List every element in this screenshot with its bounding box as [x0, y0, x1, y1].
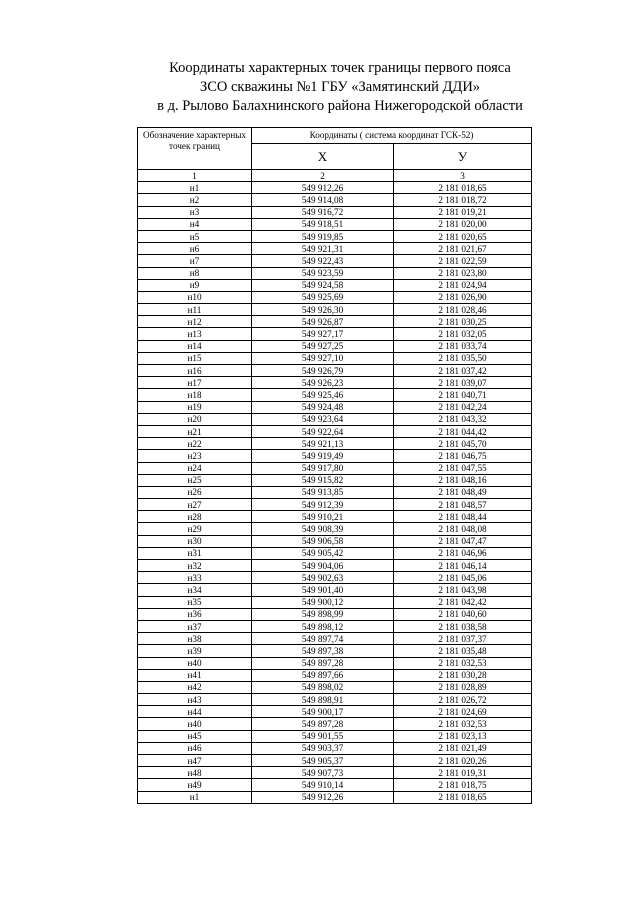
- y-coordinate-cell: 2 181 038,58: [394, 620, 532, 632]
- x-coordinate-cell: 549 926,87: [252, 316, 394, 328]
- y-coordinate-cell: 2 181 020,26: [394, 755, 532, 767]
- y-coordinate-cell: 2 181 024,69: [394, 706, 532, 718]
- table-row: [138, 194, 532, 206]
- table-row: [138, 730, 532, 742]
- point-name-cell: н47: [138, 755, 252, 767]
- x-coordinate-cell: 549 902,63: [252, 572, 394, 584]
- point-name-cell: н21: [138, 425, 252, 437]
- x-coordinate-cell: 549 914,08: [252, 194, 394, 206]
- x-coordinate-cell: 549 900,17: [252, 706, 394, 718]
- table-row: [138, 742, 532, 754]
- point-name-cell: н37: [138, 620, 252, 632]
- point-name-cell: н3: [138, 206, 252, 218]
- point-name-cell: н1: [138, 791, 252, 803]
- y-coordinate-cell: 2 181 030,28: [394, 669, 532, 681]
- x-coordinate-cell: 549 912,39: [252, 499, 394, 511]
- table-row: [138, 425, 532, 437]
- y-coordinate-cell: 2 181 023,80: [394, 267, 532, 279]
- y-coordinate-cell: 2 181 030,25: [394, 316, 532, 328]
- point-name-cell: н19: [138, 401, 252, 413]
- table-row: [138, 608, 532, 620]
- table-row: [138, 523, 532, 535]
- point-name-cell: н4: [138, 218, 252, 230]
- point-name-cell: н5: [138, 230, 252, 242]
- x-coordinate-cell: 549 917,80: [252, 462, 394, 474]
- point-name-cell: н46: [138, 742, 252, 754]
- y-coordinate-cell: 2 181 032,05: [394, 328, 532, 340]
- table-row: [138, 377, 532, 389]
- table-row: [138, 669, 532, 681]
- table-row: [138, 279, 532, 291]
- x-coordinate-cell: 549 926,30: [252, 304, 394, 316]
- column-number-1: 1: [138, 170, 252, 182]
- y-coordinate-cell: 2 181 037,42: [394, 365, 532, 377]
- table-row: [138, 328, 532, 340]
- table-row: [138, 218, 532, 230]
- table-row: [138, 486, 532, 498]
- point-name-cell: н35: [138, 596, 252, 608]
- point-name-cell: н18: [138, 389, 252, 401]
- point-name-cell: н14: [138, 340, 252, 352]
- table-row: [138, 267, 532, 279]
- table-row: [138, 230, 532, 242]
- title-line-3: в д. Рылово Балахнинского района Нижегородской области: [157, 98, 523, 114]
- table-row: [138, 547, 532, 559]
- header-point-name: Обозначение характерных точек границ: [138, 128, 252, 170]
- header-x: X: [252, 144, 394, 170]
- table-row: [138, 438, 532, 450]
- coordinates-table: [137, 127, 532, 804]
- y-coordinate-cell: 2 181 039,07: [394, 377, 532, 389]
- table-row: [138, 767, 532, 779]
- table-row: [138, 389, 532, 401]
- column-number-3: 3: [394, 170, 532, 182]
- y-coordinate-cell: 2 181 019,21: [394, 206, 532, 218]
- point-name-cell: н25: [138, 474, 252, 486]
- x-coordinate-cell: 549 919,85: [252, 230, 394, 242]
- table-row: [138, 791, 532, 803]
- point-name-cell: н34: [138, 584, 252, 596]
- point-name-cell: н1: [138, 182, 252, 194]
- table-row: [138, 596, 532, 608]
- table-row: [138, 657, 532, 669]
- table-row: [138, 316, 532, 328]
- x-coordinate-cell: 549 926,23: [252, 377, 394, 389]
- x-coordinate-cell: 549 915,82: [252, 474, 394, 486]
- title-line-2: ЗСО скважины №1 ГБУ «Замятинский ДДИ»: [199, 79, 481, 95]
- point-name-cell: н49: [138, 779, 252, 791]
- y-coordinate-cell: 2 181 048,16: [394, 474, 532, 486]
- y-coordinate-cell: 2 181 021,49: [394, 742, 532, 754]
- table-row: [138, 560, 532, 572]
- y-coordinate-cell: 2 181 042,24: [394, 401, 532, 413]
- header-y: У: [394, 144, 532, 170]
- point-name-cell: н38: [138, 633, 252, 645]
- y-coordinate-cell: 2 181 020,65: [394, 230, 532, 242]
- x-coordinate-cell: 549 906,58: [252, 535, 394, 547]
- y-coordinate-cell: 2 181 047,55: [394, 462, 532, 474]
- table-row: [138, 365, 532, 377]
- point-name-cell: н39: [138, 645, 252, 657]
- point-name-cell: н45: [138, 730, 252, 742]
- y-coordinate-cell: 2 181 040,60: [394, 608, 532, 620]
- y-coordinate-cell: 2 181 018,72: [394, 194, 532, 206]
- x-coordinate-cell: 549 921,13: [252, 438, 394, 450]
- y-coordinate-cell: 2 181 046,14: [394, 560, 532, 572]
- point-name-cell: н8: [138, 267, 252, 279]
- table-row: [138, 401, 532, 413]
- table-row: [138, 352, 532, 364]
- y-coordinate-cell: 2 181 032,53: [394, 718, 532, 730]
- table-row: [138, 584, 532, 596]
- x-coordinate-cell: 549 901,40: [252, 584, 394, 596]
- point-name-cell: н26: [138, 486, 252, 498]
- point-name-cell: н15: [138, 352, 252, 364]
- point-name-cell: н11: [138, 304, 252, 316]
- point-name-cell: н32: [138, 560, 252, 572]
- table-body: [138, 182, 532, 804]
- x-coordinate-cell: 549 897,74: [252, 633, 394, 645]
- y-coordinate-cell: 2 181 026,90: [394, 291, 532, 303]
- point-name-cell: н12: [138, 316, 252, 328]
- x-coordinate-cell: 549 905,42: [252, 547, 394, 559]
- y-coordinate-cell: 2 181 026,72: [394, 694, 532, 706]
- point-name-cell: н30: [138, 535, 252, 547]
- x-coordinate-cell: 549 924,48: [252, 401, 394, 413]
- table-row: [138, 340, 532, 352]
- point-name-cell: н2: [138, 194, 252, 206]
- point-name-cell: н24: [138, 462, 252, 474]
- x-coordinate-cell: 549 921,31: [252, 243, 394, 255]
- y-coordinate-cell: 2 181 020,00: [394, 218, 532, 230]
- y-coordinate-cell: 2 181 048,49: [394, 486, 532, 498]
- x-coordinate-cell: 549 923,59: [252, 267, 394, 279]
- title-line-1: Координаты характерных точек границы первого пояса: [169, 60, 511, 76]
- y-coordinate-cell: 2 181 043,32: [394, 413, 532, 425]
- y-coordinate-cell: 2 181 019,31: [394, 767, 532, 779]
- point-name-cell: н9: [138, 279, 252, 291]
- x-coordinate-cell: 549 912,26: [252, 182, 394, 194]
- x-coordinate-cell: 549 922,43: [252, 255, 394, 267]
- y-coordinate-cell: 2 181 046,75: [394, 450, 532, 462]
- x-coordinate-cell: 549 927,17: [252, 328, 394, 340]
- point-name-cell: н6: [138, 243, 252, 255]
- x-coordinate-cell: 549 898,02: [252, 681, 394, 693]
- table-row: [138, 243, 532, 255]
- y-coordinate-cell: 2 181 028,46: [394, 304, 532, 316]
- x-coordinate-cell: 549 897,66: [252, 669, 394, 681]
- point-name-cell: н27: [138, 499, 252, 511]
- y-coordinate-cell: 2 181 044,42: [394, 425, 532, 437]
- point-name-cell: н31: [138, 547, 252, 559]
- x-coordinate-cell: 549 907,73: [252, 767, 394, 779]
- x-coordinate-cell: 549 913,85: [252, 486, 394, 498]
- x-coordinate-cell: 549 901,55: [252, 730, 394, 742]
- point-name-cell: н36: [138, 608, 252, 620]
- x-coordinate-cell: 549 898,91: [252, 694, 394, 706]
- x-coordinate-cell: 549 923,64: [252, 413, 394, 425]
- point-name-cell: н28: [138, 511, 252, 523]
- x-coordinate-cell: 549 900,12: [252, 596, 394, 608]
- x-coordinate-cell: 549 925,69: [252, 291, 394, 303]
- column-number-2: 2: [252, 170, 394, 182]
- table-row: [138, 718, 532, 730]
- table-row: [138, 206, 532, 218]
- y-coordinate-cell: 2 181 022,59: [394, 255, 532, 267]
- x-coordinate-cell: 549 898,99: [252, 608, 394, 620]
- point-name-cell: н16: [138, 365, 252, 377]
- x-coordinate-cell: 549 927,25: [252, 340, 394, 352]
- point-name-cell: н40: [138, 718, 252, 730]
- table-row: [138, 462, 532, 474]
- table-row: [138, 633, 532, 645]
- x-coordinate-cell: 549 905,37: [252, 755, 394, 767]
- table-row: [138, 779, 532, 791]
- y-coordinate-cell: 2 181 032,53: [394, 657, 532, 669]
- y-coordinate-cell: 2 181 023,13: [394, 730, 532, 742]
- y-coordinate-cell: 2 181 048,08: [394, 523, 532, 535]
- y-coordinate-cell: 2 181 043,98: [394, 584, 532, 596]
- table-row: [138, 182, 532, 194]
- point-name-cell: н41: [138, 669, 252, 681]
- y-coordinate-cell: 2 181 018,65: [394, 182, 532, 194]
- x-coordinate-cell: 549 912,26: [252, 791, 394, 803]
- table-row: [138, 291, 532, 303]
- point-name-cell: н13: [138, 328, 252, 340]
- point-name-cell: н17: [138, 377, 252, 389]
- x-coordinate-cell: 549 910,14: [252, 779, 394, 791]
- x-coordinate-cell: 549 925,46: [252, 389, 394, 401]
- point-name-cell: н7: [138, 255, 252, 267]
- point-name-cell: н42: [138, 681, 252, 693]
- table-row: [138, 645, 532, 657]
- x-coordinate-cell: 549 898,12: [252, 620, 394, 632]
- table-row: [138, 450, 532, 462]
- y-coordinate-cell: 2 181 047,47: [394, 535, 532, 547]
- table-row: [138, 511, 532, 523]
- table-row: [138, 755, 532, 767]
- table-row: [138, 572, 532, 584]
- point-name-cell: н40: [138, 657, 252, 669]
- y-coordinate-cell: 2 181 035,50: [394, 352, 532, 364]
- point-name-cell: н29: [138, 523, 252, 535]
- x-coordinate-cell: 549 927,10: [252, 352, 394, 364]
- y-coordinate-cell: 2 181 018,75: [394, 779, 532, 791]
- x-coordinate-cell: 549 897,38: [252, 645, 394, 657]
- y-coordinate-cell: 2 181 028,89: [394, 681, 532, 693]
- point-name-cell: н10: [138, 291, 252, 303]
- x-coordinate-cell: 549 916,72: [252, 206, 394, 218]
- x-coordinate-cell: 549 903,37: [252, 742, 394, 754]
- point-name-cell: н23: [138, 450, 252, 462]
- y-coordinate-cell: 2 181 037,37: [394, 633, 532, 645]
- x-coordinate-cell: 549 922,64: [252, 425, 394, 437]
- y-coordinate-cell: 2 181 048,44: [394, 511, 532, 523]
- point-name-cell: н33: [138, 572, 252, 584]
- point-name-cell: н44: [138, 706, 252, 718]
- x-coordinate-cell: 549 897,28: [252, 718, 394, 730]
- y-coordinate-cell: 2 181 024,94: [394, 279, 532, 291]
- x-coordinate-cell: 549 926,79: [252, 365, 394, 377]
- y-coordinate-cell: 2 181 040,71: [394, 389, 532, 401]
- table-row: [138, 535, 532, 547]
- point-name-cell: н20: [138, 413, 252, 425]
- point-name-cell: н48: [138, 767, 252, 779]
- table-row: [138, 304, 532, 316]
- x-coordinate-cell: 549 897,28: [252, 657, 394, 669]
- x-coordinate-cell: 549 924,58: [252, 279, 394, 291]
- y-coordinate-cell: 2 181 018,65: [394, 791, 532, 803]
- x-coordinate-cell: 549 918,51: [252, 218, 394, 230]
- table-row: [138, 694, 532, 706]
- y-coordinate-cell: 2 181 046,96: [394, 547, 532, 559]
- x-coordinate-cell: 549 904,06: [252, 560, 394, 572]
- document-title: [0, 59, 640, 116]
- x-coordinate-cell: 549 910,21: [252, 511, 394, 523]
- x-coordinate-cell: 549 908,39: [252, 523, 394, 535]
- y-coordinate-cell: 2 181 021,67: [394, 243, 532, 255]
- table-row: [138, 620, 532, 632]
- table-row: [138, 474, 532, 486]
- table-row: [138, 499, 532, 511]
- y-coordinate-cell: 2 181 035,48: [394, 645, 532, 657]
- table-row: [138, 255, 532, 267]
- x-coordinate-cell: 549 919,49: [252, 450, 394, 462]
- y-coordinate-cell: 2 181 048,57: [394, 499, 532, 511]
- point-name-cell: н43: [138, 694, 252, 706]
- point-name-cell: н22: [138, 438, 252, 450]
- y-coordinate-cell: 2 181 033,74: [394, 340, 532, 352]
- y-coordinate-cell: 2 181 042,42: [394, 596, 532, 608]
- y-coordinate-cell: 2 181 045,06: [394, 572, 532, 584]
- y-coordinate-cell: 2 181 045,70: [394, 438, 532, 450]
- table-row: [138, 413, 532, 425]
- table-row: [138, 706, 532, 718]
- table-row: [138, 681, 532, 693]
- header-coordinates: Координаты ( система координат ГСК-52): [252, 128, 532, 144]
